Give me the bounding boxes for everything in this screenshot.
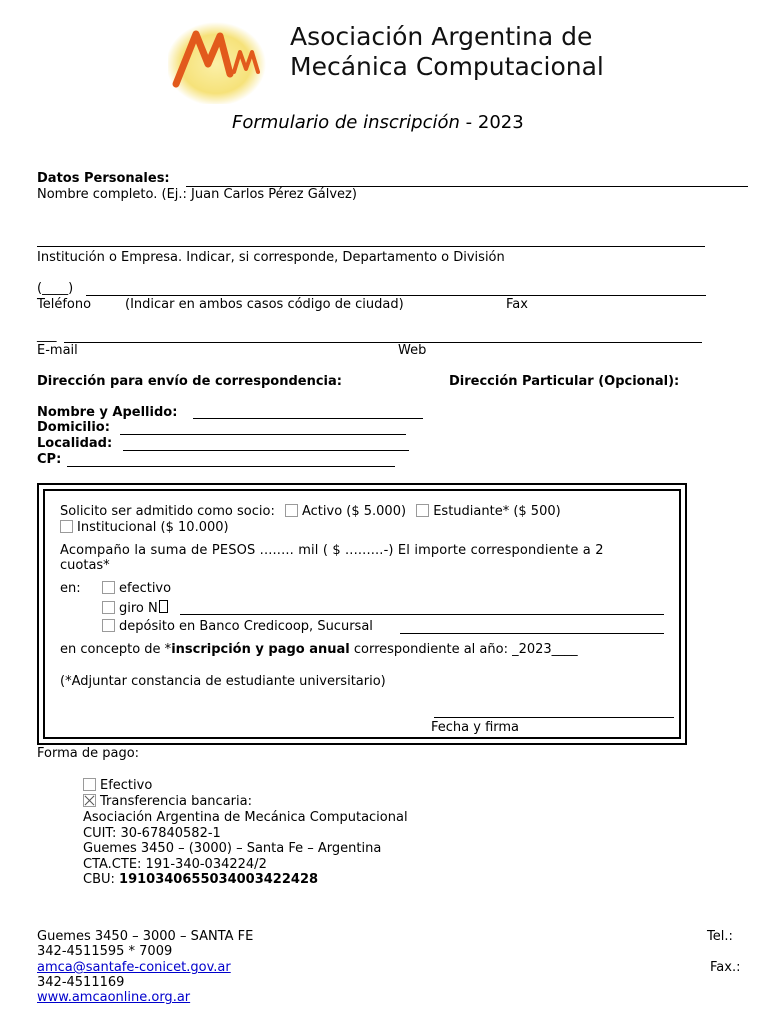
concept-bold: inscripción y pago anual: [171, 642, 350, 657]
form-title: Formulario de inscripción: [232, 112, 460, 133]
institutional-option-label: Institucional ($ 10.000): [77, 520, 229, 535]
email-web-line[interactable]: [64, 342, 702, 343]
home-line[interactable]: [120, 434, 406, 435]
pay-giro-checkbox[interactable]: [102, 601, 115, 614]
mail-address-heading: Dirección para envío de correspondencia:: [37, 374, 342, 389]
concept-prefix: en concepto de *: [60, 642, 172, 657]
page-title: [232, 112, 524, 133]
cbu-value: 1910340655034003422428: [119, 872, 319, 887]
payment-cash-row: [83, 778, 152, 793]
account-name: Asociación Argentina de Mecánica Computacional: [83, 810, 408, 825]
full-name-hint: Nombre completo. (Ej.: Juan Carlos Pérez Gálvez): [37, 187, 357, 202]
concept-text: [60, 642, 578, 657]
cp-label: CP:: [37, 452, 62, 467]
deposit-branch-line[interactable]: [400, 633, 664, 634]
institutional-checkbox[interactable]: [60, 520, 73, 533]
amount-text: Acompaño la suma de PESOS ........ mil ( $ .........-) El importe correspondiente a 2: [60, 543, 604, 558]
footer-web-link[interactable]: www.amcaonline.org.ar: [37, 990, 191, 1005]
pay-deposit-row: [102, 619, 373, 634]
home-label: Domicilio:: [37, 420, 110, 435]
pay-giro-row: [102, 600, 168, 616]
pay-cash-row: [102, 581, 171, 596]
student-checkbox[interactable]: [416, 504, 429, 517]
active-option-label: Activo ($ 5.000): [301, 504, 407, 519]
signature-label: Fecha y firma: [431, 720, 520, 735]
concept-suffix: correspondiente al año: _2023____: [349, 642, 578, 657]
student-note: (*Adjuntar constancia de estudiante universitario): [60, 674, 386, 689]
payment-heading: Forma de pago:: [37, 746, 140, 761]
institutional-row: [60, 520, 229, 535]
cp-line[interactable]: [67, 466, 395, 467]
name-line[interactable]: [193, 418, 423, 419]
payment-transfer-label: Transferencia bancaria:: [100, 794, 252, 809]
fax-label: Fax: [506, 297, 528, 312]
payment-transfer-checkbox[interactable]: [83, 794, 96, 807]
phone-line[interactable]: [86, 295, 706, 296]
payment-cash-label: Efectivo: [100, 778, 153, 793]
pay-cash-checkbox[interactable]: [102, 581, 115, 594]
signature-line[interactable]: [434, 717, 674, 718]
student-option-label: Estudiante* ($ 500): [433, 504, 561, 519]
amount-text-2: cuotas*: [60, 558, 110, 573]
request-text: Solicito ser admitido como socio:: [60, 504, 275, 519]
phone-hint: (Indicar en ambos casos código de ciudad): [125, 297, 404, 312]
form-year: - 2023: [459, 112, 524, 133]
org-name: [290, 22, 604, 82]
account-cta: CTA.CTE: 191-340-034224/2: [83, 857, 267, 872]
footer-tel-label: Tel.:: [707, 929, 733, 944]
email-prefix: ___: [37, 328, 57, 343]
payment-transfer-row: [83, 794, 252, 809]
pay-deposit-checkbox[interactable]: [102, 619, 115, 632]
footer-fax-label: Fax.:: [710, 960, 741, 975]
phone-prefix: (____): [37, 281, 74, 296]
footer-address: Guemes 3450 – 3000 – SANTA FE: [37, 929, 254, 944]
footer-tel-value: 342-4511595 * 7009: [37, 944, 173, 959]
account-cuit: CUIT: 30-67840582-1: [83, 826, 221, 841]
payment-cash-checkbox[interactable]: [83, 778, 96, 791]
org-name-line1: Asociación Argentina de: [290, 22, 593, 51]
institution-hint: Institución o Empresa. Indicar, si corresponde, Departamento o División: [37, 250, 505, 265]
city-line[interactable]: [123, 450, 409, 451]
pay-cash-label: efectivo: [119, 581, 172, 596]
account-cbu: [83, 872, 318, 887]
logo-mark-icon: [168, 14, 278, 104]
institution-line[interactable]: [37, 246, 705, 247]
cbu-label: CBU:: [83, 872, 120, 887]
email-label: E-mail: [37, 343, 78, 358]
footer-fax-value: 342-4511169: [37, 975, 125, 990]
pay-giro-label: giro N: [119, 601, 158, 616]
name-label: Nombre y Apellido:: [37, 405, 178, 420]
footer-email-link[interactable]: amca@santafe-conicet.gov.ar: [37, 960, 231, 975]
personal-section-label: Datos Personales:: [37, 171, 170, 186]
phone-label: Teléfono: [37, 297, 92, 312]
active-checkbox[interactable]: [285, 504, 298, 517]
pay-deposit-label: depósito en Banco Credicoop, Sucursal: [119, 619, 373, 634]
in-label: en:: [60, 581, 81, 596]
logo: [168, 14, 278, 104]
city-label: Localidad:: [37, 436, 113, 451]
membership-request-row: [60, 504, 561, 519]
giro-number-box: [159, 600, 168, 613]
private-address-heading: Dirección Particular (Opcional):: [449, 374, 680, 389]
account-address: Guemes 3450 – (3000) – Santa Fe – Argentina: [83, 841, 382, 856]
org-name-line2: Mecánica Computacional: [290, 52, 604, 81]
giro-number-line[interactable]: [180, 614, 664, 615]
web-label: Web: [398, 343, 427, 358]
